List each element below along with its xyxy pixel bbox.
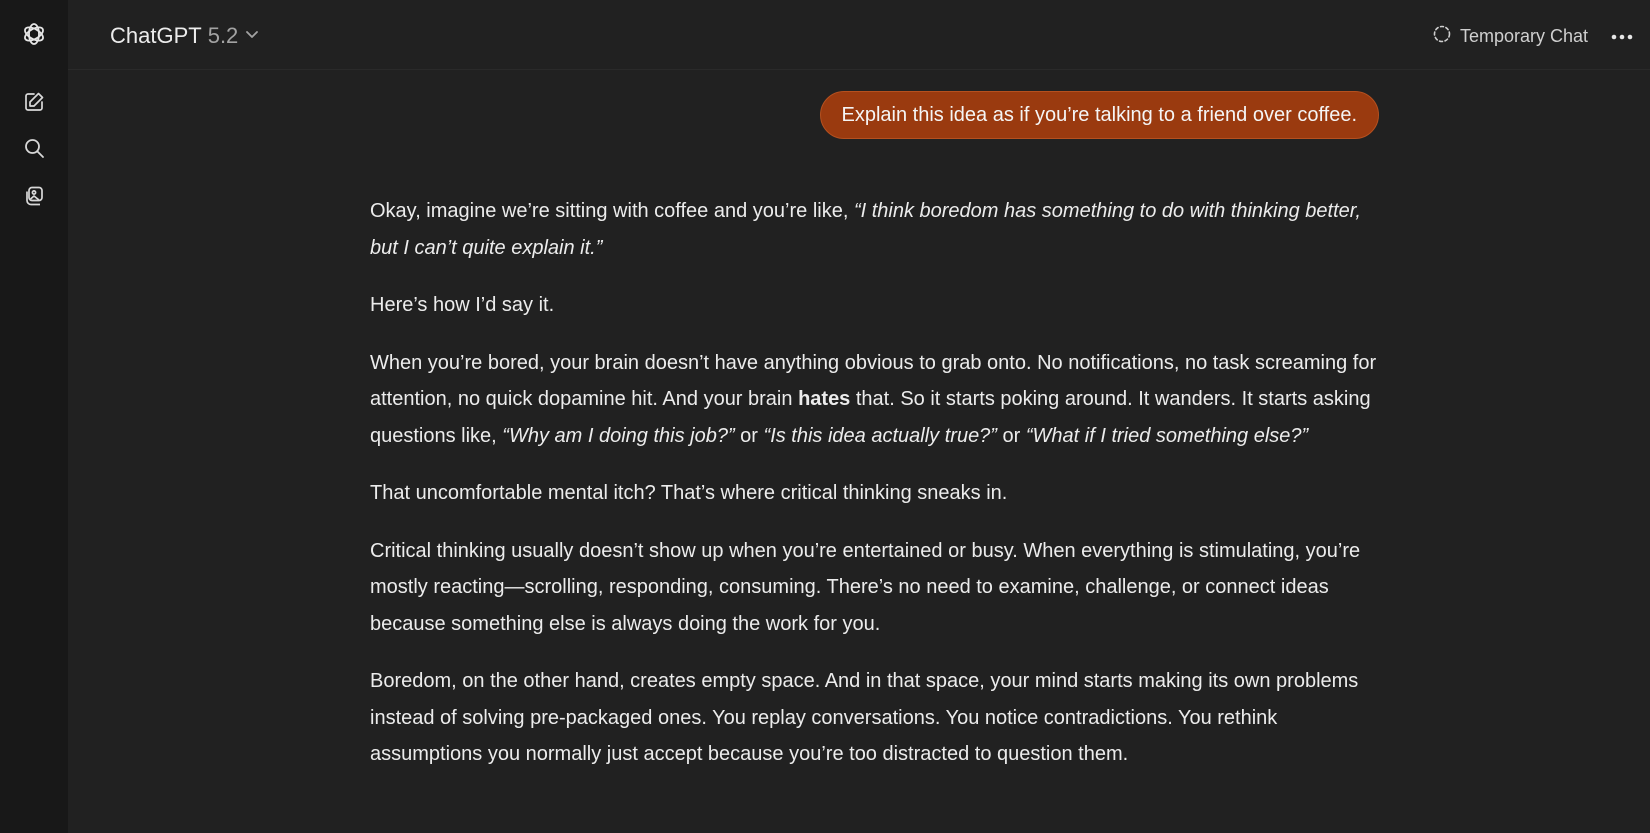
search-button[interactable]	[14, 128, 54, 168]
openai-logo-button[interactable]	[14, 14, 54, 54]
response-paragraph: Critical thinking usually doesn’t show up when you’re entertained or busy. When everything is stimulating, you’re mostly reacting—scrolling, responding, consuming. There’s no need to examine, challenge, or connect ideas because something else is always doing the work for you.	[370, 539, 1361, 635]
temporary-chat-label: Temporary Chat	[1459, 25, 1588, 46]
model-version: 5.2	[207, 23, 239, 48]
response-paragraph: Here’s how I’d say it.	[370, 294, 555, 316]
response-paragraph	[370, 345, 1385, 455]
response-quote: “Is this idea actually true?”	[763, 424, 997, 447]
response-text: When you’re bored, your brain doesn’t have anything obvious to grab onto. No notifications, no task screaming for attention, no quick dopamine hit. And your brain	[370, 351, 1377, 410]
new-chat-icon	[23, 91, 45, 113]
response-text: or	[996, 424, 1026, 447]
temporary-chat-button[interactable]	[1432, 20, 1588, 52]
temporary-chat-icon	[1432, 24, 1452, 49]
response-paragraph: Boredom, on the other hand, creates empty space. And in that space, your mind starts making its own problems instead of solving pre-packaged ones. You replay conversations. You notice contradictions. You rethink assumptions you normally just accept because you’re too distracted to question them.	[370, 670, 1359, 765]
sidebar-rail	[0, 0, 68, 833]
response-paragraph: That uncomfortable mental itch? That’s where critical thinking sneaks in.	[370, 482, 1008, 504]
assistant-response	[370, 193, 1385, 794]
library-button[interactable]	[14, 176, 54, 216]
response-quote: “What if I tried something else?”	[1025, 424, 1309, 447]
new-chat-button[interactable]	[14, 82, 54, 122]
library-icon	[23, 185, 45, 207]
response-quote: “Why am I doing this job?”	[502, 424, 735, 447]
response-text: or	[734, 424, 764, 447]
top-bar	[68, 0, 1650, 70]
more-horizontal-icon	[1611, 27, 1633, 45]
search-icon	[23, 137, 45, 159]
openai-logo-icon	[19, 19, 49, 49]
user-message-bubble	[820, 91, 1379, 139]
user-message-text: Explain this idea as if you’re talking to a friend over coffee.	[841, 103, 1357, 126]
more-options-button[interactable]	[1604, 18, 1640, 54]
response-text: that. So it starts poking around. It wanders. It starts asking questions like,	[370, 388, 1371, 447]
chevron-down-icon	[244, 26, 260, 47]
model-selector[interactable]	[110, 18, 260, 54]
response-quote: “I think boredom has something to do with thinking better, but I can’t quite explain it.”	[370, 200, 1361, 259]
response-bold-text: hates	[798, 388, 851, 410]
response-text: Okay, imagine we’re sitting with coffee and you’re like,	[370, 200, 854, 222]
model-name: ChatGPT	[110, 23, 202, 48]
response-paragraph	[370, 193, 1385, 266]
